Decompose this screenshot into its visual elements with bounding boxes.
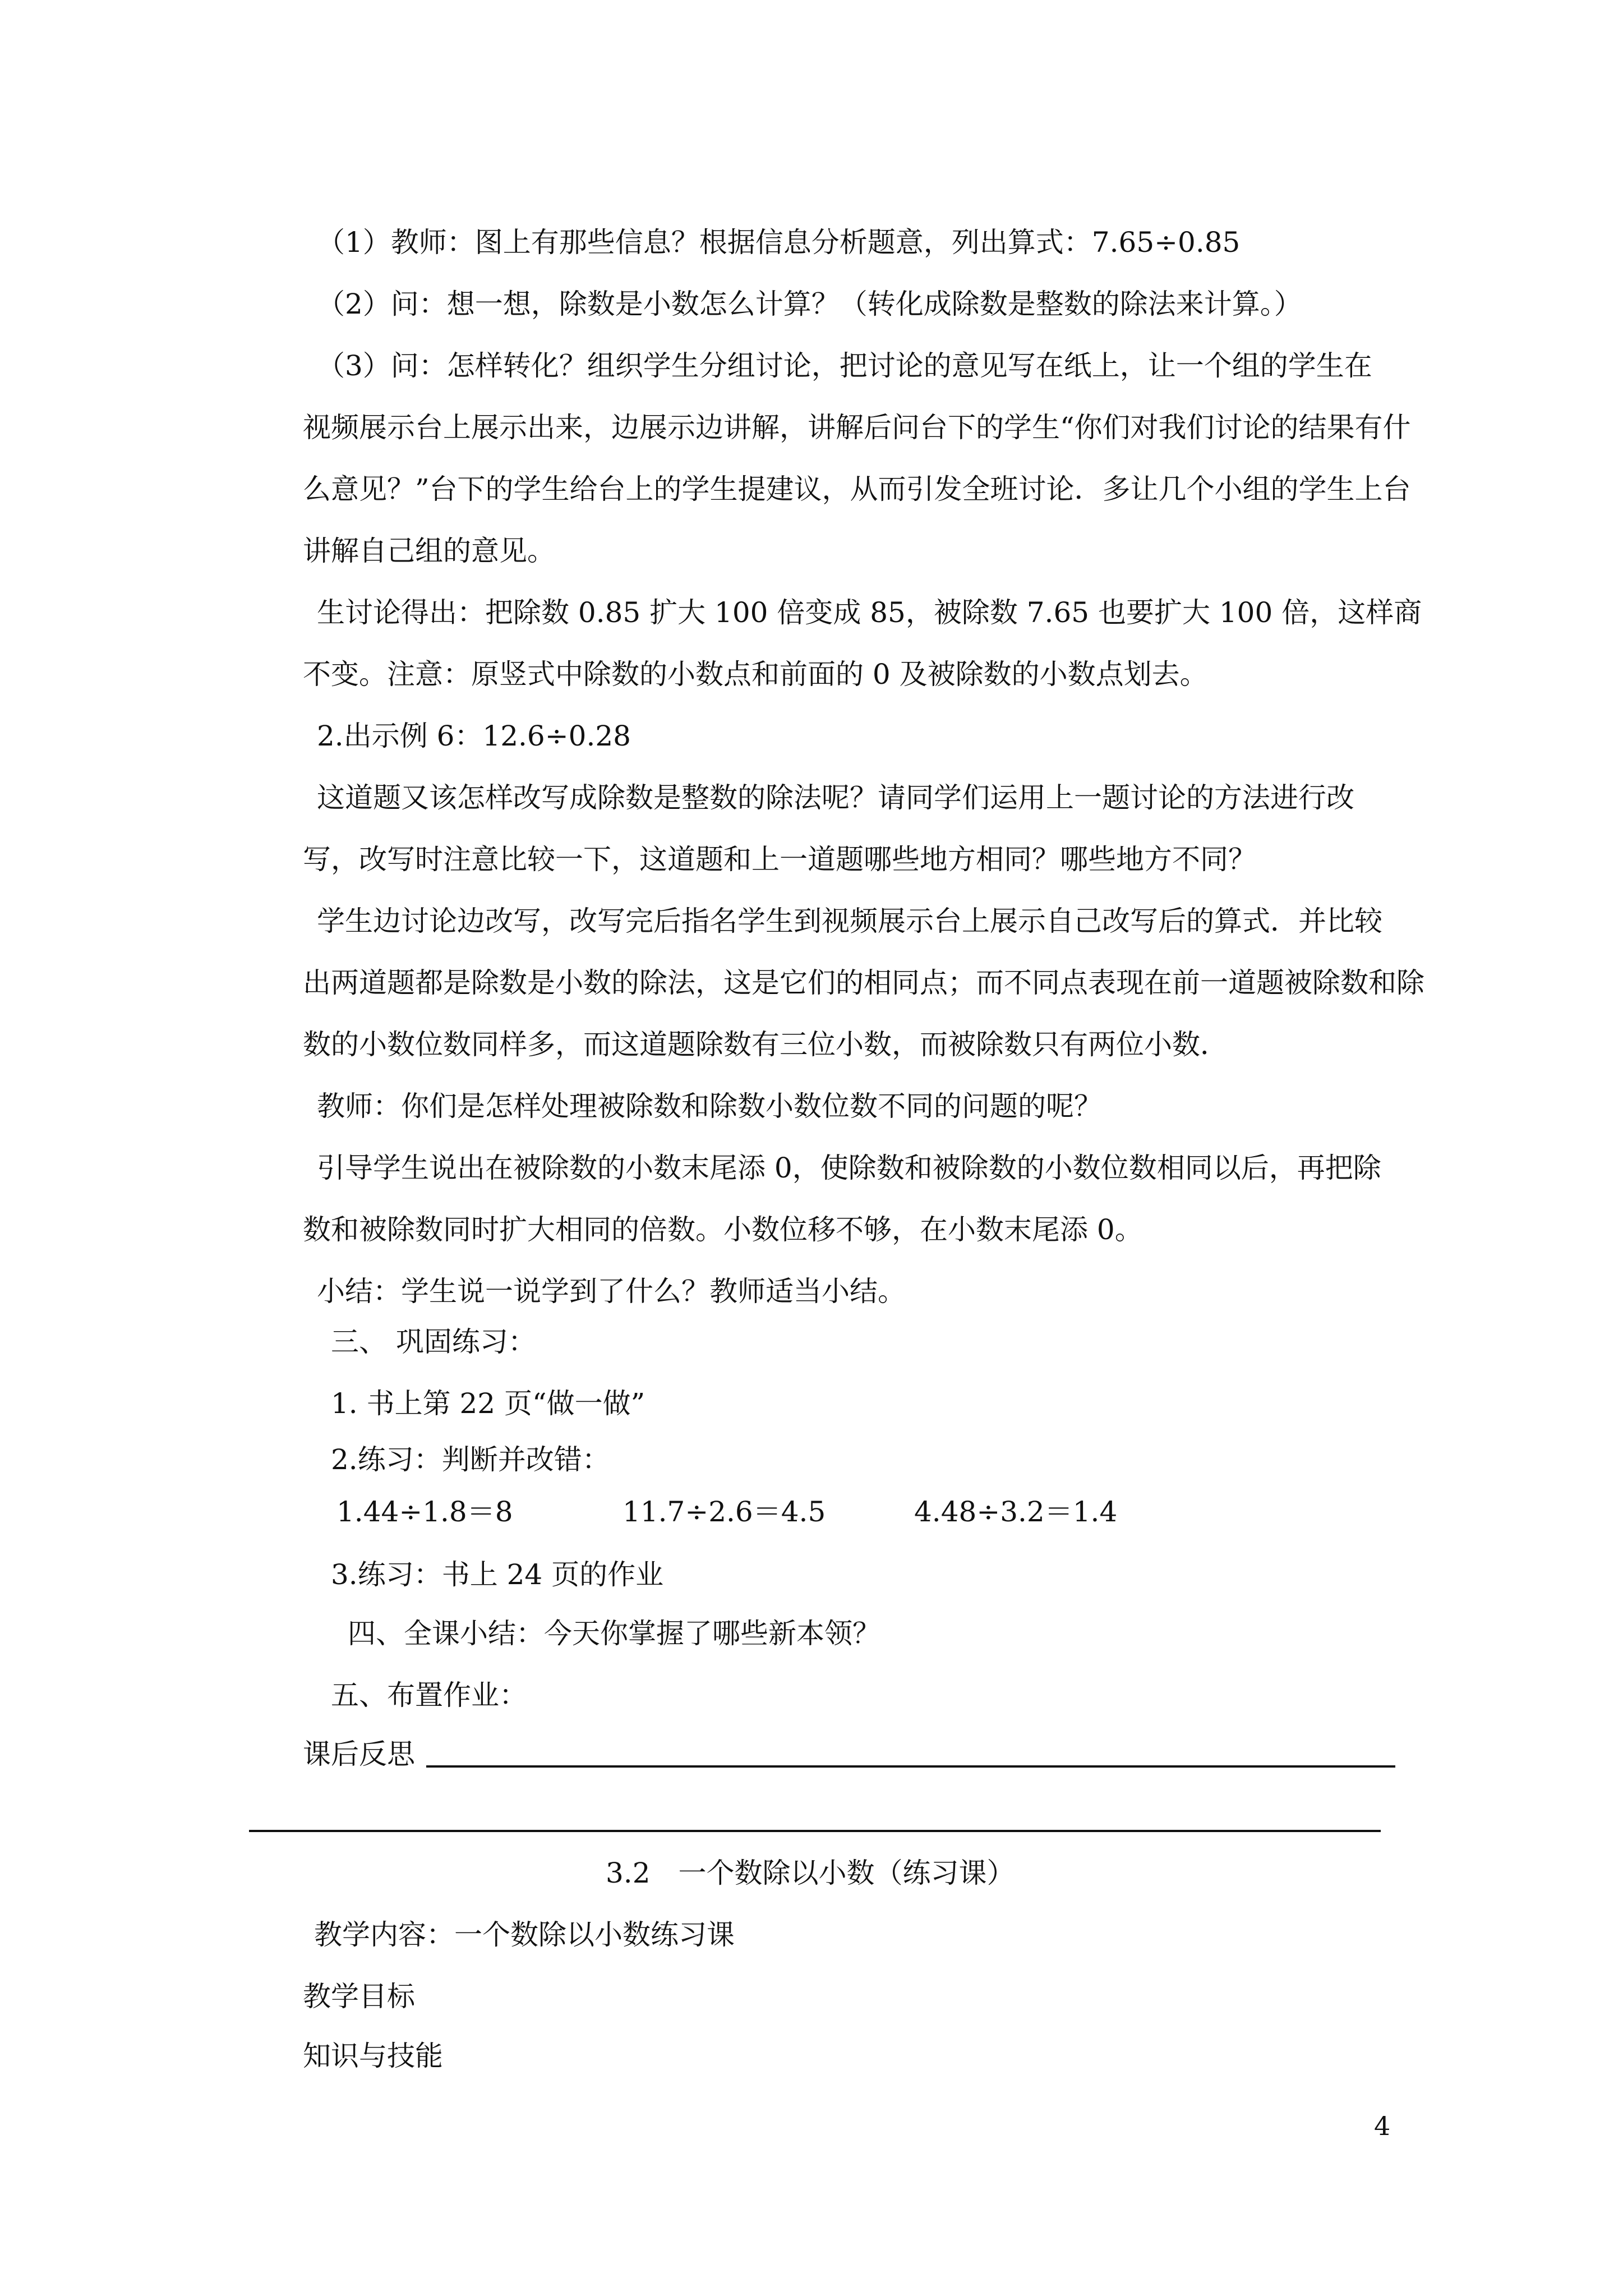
teaching-content: 教学内容：一个数除以小数练习课 [314, 1918, 735, 1951]
paragraph-3-line-2: 视频展示台上展示出来，边展示边讲解，讲解后问台下的学生“你们对我们讨论的结果有什 [303, 411, 1411, 444]
reflection-blank-line [426, 1765, 1395, 1768]
knowledge-skills-heading: 知识与技能 [303, 2040, 443, 2072]
section-separator [249, 1830, 1381, 1832]
paragraph-6-line-2: 写，改写时注意比较一下，这道题和上一道题哪些地方相同？哪些地方不同？ [303, 843, 1256, 876]
reflection-label: 课后反思 [303, 1738, 415, 1770]
exercise-3: 3.练习：书上 24 页的作业 [331, 1558, 664, 1591]
equation-1: 1.44÷1.8＝8 [336, 1496, 513, 1528]
paragraph-4-line-1: 生讨论得出：把除数 0.85 扩大 100 倍变成 85，被除数 7.65 也要扩大 100 倍，这样商 [317, 596, 1422, 629]
exercise-2: 2.练习：判断并改错： [331, 1443, 610, 1476]
page-number: 4 [1374, 2111, 1391, 2141]
paragraph-7-line-1: 学生边讨论边改写，改写完后指名学生到视频展示台上展示自己改写后的算式．并比较 [317, 905, 1382, 937]
example-6-heading: 2.出示例 6：12.6÷0.28 [317, 720, 631, 752]
paragraph-9-line-1: 引导学生说出在被除数的小数末尾添 0，使除数和被除数的小数位数相同以后，再把除 [317, 1152, 1381, 1184]
section-4-heading: 四、全课小结：今天你掌握了哪些新本领？ [348, 1617, 880, 1650]
paragraph-8: 教师：你们是怎样处理被除数和除数小数位数不同的问题的呢？ [317, 1090, 1102, 1122]
section-title: 3.2 一个数除以小数（练习课） [606, 1857, 1015, 1889]
paragraph-3-line-3: 么意见？”台下的学生给台上的学生提建议，从而引发全班讨论．多让几个小组的学生上台 [303, 473, 1411, 505]
paragraph-6-line-1: 这道题又该怎样改写成除数是整数的除法呢？请同学们运用上一题讨论的方法进行改 [317, 781, 1354, 814]
paragraph-3-line-1: （3）问：怎样转化？组织学生分组讨论，把讨论的意见写在纸上，让一个组的学生在 [317, 349, 1372, 382]
exercise-1: 1. 书上第 22 页“做一做” [331, 1387, 645, 1420]
summary-paragraph: 小结：学生说一说学到了什么？教师适当小结。 [317, 1275, 906, 1308]
paragraph-3-line-4: 讲解自己组的意见。 [303, 535, 555, 567]
paragraph-7-line-3: 数的小数位数同样多，而这道题除数有三位小数，而被除数只有两位小数． [303, 1028, 1228, 1061]
paragraph-7-line-2: 出两道题都是除数是小数的除法，这是它们的相同点；而不同点表现在前一道题被除数和除 [303, 967, 1424, 999]
equation-2: 11.7÷2.6＝4.5 [623, 1496, 826, 1528]
section-5-heading: 五、布置作业： [331, 1679, 527, 1711]
paragraph-1: （1）教师：图上有那些信息？根据信息分析题意，列出算式：7.65÷0.85 [317, 226, 1241, 259]
paragraph-9-line-2: 数和被除数同时扩大相同的倍数。小数位移不够，在小数末尾添 0。 [303, 1213, 1143, 1246]
teaching-goal-heading: 教学目标 [303, 1980, 415, 2013]
equation-3: 4.48÷3.2＝1.4 [914, 1496, 1118, 1528]
section-3-heading: 三、 巩固练习： [331, 1326, 536, 1358]
paragraph-4-line-2: 不变。注意：原竖式中除数的小数点和前面的 0 及被除数的小数点划去。 [303, 658, 1208, 691]
paragraph-2: （2）问：想一想，除数是小数怎么计算？（转化成除数是整数的除法来计算。） [317, 288, 1302, 320]
